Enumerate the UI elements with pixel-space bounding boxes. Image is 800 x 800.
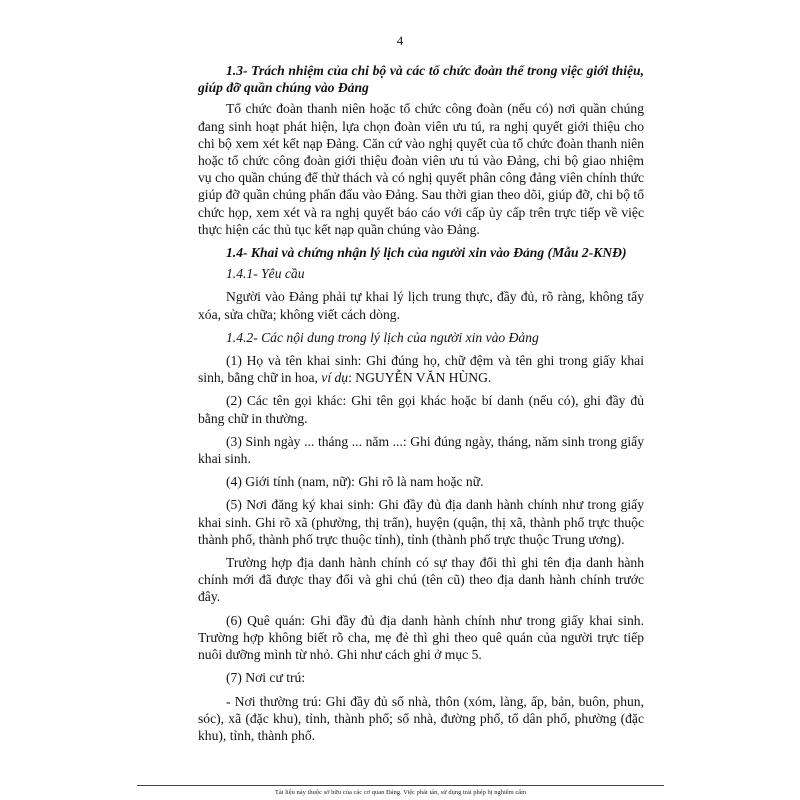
item-1-example-label: ví dụ [321,370,349,386]
item-5-note: Trường hợp địa danh hành chính có sự thay đổi thì ghi tên địa danh hành chính mới đã được thay đổi và ghi chú (tên cũ) theo địa danh hành chính trước đây. [198,555,644,605]
subsection-1-4-1-text: Người vào Đảng phải tự khai lý lịch trung thực, đầy đủ, rõ ràng, không tẩy xóa, sửa chữa; không viết cách dòng. [198,289,644,322]
subsection-1-4-2-title: 1.4.2- Các nội dung trong lý lịch của người xin vào Đảng [226,329,539,345]
footer-divider [137,785,664,786]
item-2-paragraph: (2) Các tên gọi khác: Ghi tên gọi khác hoặc bí danh (nếu có), ghi đầy đủ bằng chữ in thường. [198,393,644,426]
item-3-paragraph: (3) Sinh ngày ... tháng ... năm ...: Ghi đúng ngày, tháng, năm sinh trong giấy khai sinh. [198,433,644,467]
item-1-paragraph [198,352,644,386]
item-1-example: : NGUYỄN VĂN HÙNG. [348,370,492,386]
section-1-3-heading: 1.3- Trách nhiệm của chi bộ và các tổ chức đoàn thể trong việc giới thiệu, giúp đỡ quần chúng vào Đảng [198,63,644,96]
document-body [198,62,644,750]
item-5-paragraph: (5) Nơi đăng ký khai sinh: Ghi đầy đủ địa danh hành chính như trong giấy khai sinh. Ghi rõ xã (phường, thị trấn), huyện (quận, thị xã, thành phố trực thuộc thành phố, thành phố trực thuộc tỉnh), tỉnh (thành phố trực thuộc Trung ương). [198,497,644,547]
footer-note: Tài liệu này thuộc sở hữu của các cơ quan Đảng. Việc phát tán, sử dụng trái phép bị nghiêm cấm [274,789,527,796]
item-7-paragraph: (7) Nơi cư trú: [226,670,306,686]
item-7-permanent-residence: - Nơi thường trú: Ghi đầy đủ số nhà, thôn (xóm, làng, ấp, bản, buôn, phun, sóc), xã (đặc khu), tỉnh, thành phố; số nhà, đường phố, tổ dân phố, phường (đặc khu), tỉnh, thành phố. [198,693,644,743]
section-1-4-heading: 1.4- Khai và chứng nhận lý lịch của người xin vào Đảng (Mẫu 2-KNĐ) [226,245,627,261]
item-1-text: (1) Họ và tên khai sinh: Ghi đúng họ, chữ đệm và tên ghi trong giấy khai sinh, bằng chữ in hoa, [198,353,644,386]
page-number: 4 [396,33,404,48]
item-4-paragraph: (4) Giới tính (nam, nữ): Ghi rõ là nam hoặc nữ. [226,474,484,490]
section-1-3-paragraph: Tổ chức đoàn thanh niên hoặc tổ chức công đoàn (nếu có) nơi quần chúng đang sinh hoạt phát hiện, lựa chọn đoàn viên ưu tú, ra nghị quyết giới thiệu cho chi bộ xem xét kết nạp Đảng. Căn cứ vào nghị quyết của tổ chức đoàn thanh niên hoặc tổ chức công đoàn giới thiệu đoàn viên ưu tú vào Đảng, chi bộ giao nhiệm vụ cho quần chúng để thử thách và có nghị quyết phân công đảng viên chính thức giúp đỡ quần chúng phấn đấu vào Đảng. Sau thời gian theo dõi, giúp đỡ, chi bộ tổ chức họp, xem xét và ra nghị quyết báo cáo với cấp ủy cấp trên trực tiếp về việc thực hiện các thủ tục kết nạp quần chúng vào Đảng. [198,101,644,237]
subsection-1-4-1-title: 1.4.1- Yêu cầu [226,266,305,282]
item-6-paragraph: (6) Quê quán: Ghi đầy đủ địa danh hành chính như trong giấy khai sinh. Trường hợp không biết rõ cha, mẹ đẻ thì ghi theo quê quán của người trực tiếp nuôi dưỡng mình từ nhỏ. Ghi như cách ghi ở mục 5. [198,612,644,663]
